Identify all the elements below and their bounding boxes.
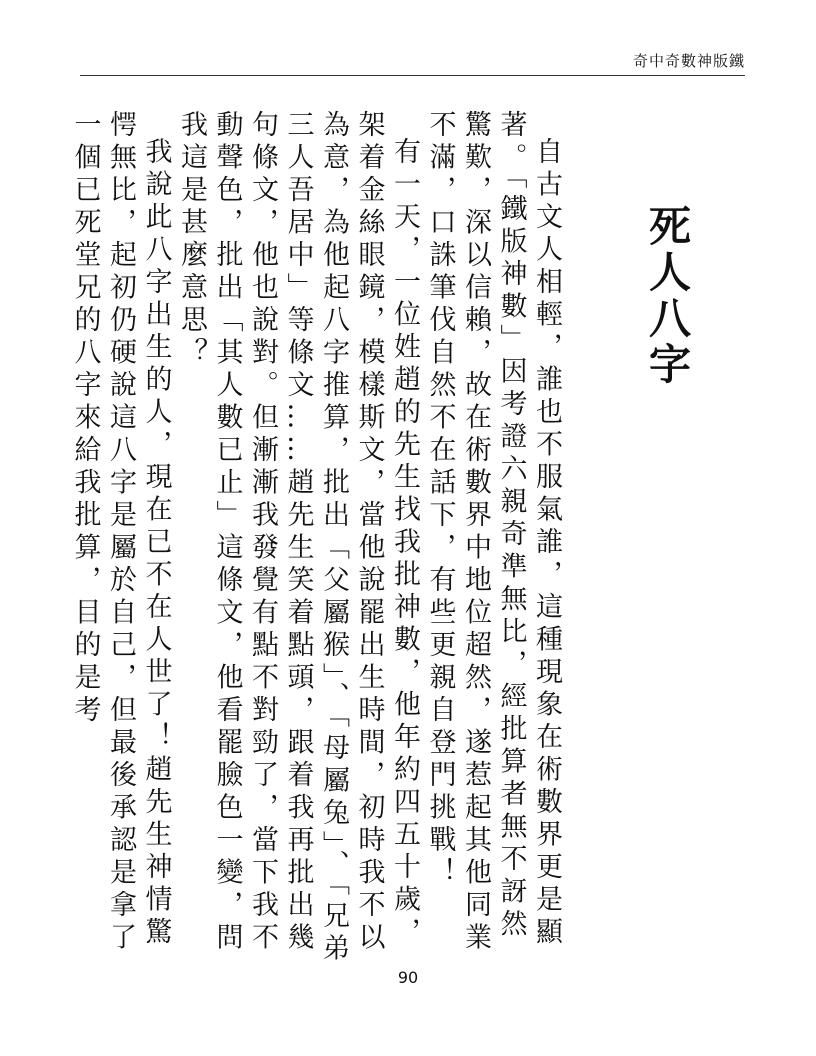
page-number: 90 bbox=[397, 968, 419, 987]
header-rule bbox=[80, 75, 745, 76]
running-header: 奇中奇數神版鐵 bbox=[632, 52, 745, 70]
paragraph-2: 有一天，一位姓趙的先生找我批神數，他年約四五十歲，架着金絲眼鏡，模樣斯文，當他說罷出生時間，初時我不以為意，為他起八字推算，批出「父屬猴」、「母屬兔」、「兄弟三人吾居中」等條文……趙先生笑着點頭，跟着我再批出幾句條文，他也說對。但漸漸我發覺有點不對勁了，當下我不動聲色，批出「其人數已止」這條文，他看罷臉色一變，問我這是甚麼意思？ bbox=[176, 110, 420, 966]
paragraph-1: 自古文人相輕，誰也不服氣誰，這種現象在術數界更是顯著。「鐵版神數」因考證六親奇準無比，經批算者無不訝然驚歎，深以信賴，故在術數界中地位超然，遂惹起其他同業不滿，口誅筆伐自然不在話下，有些更親自登門挑戰！ bbox=[424, 110, 562, 955]
chapter-title: 死人八字 bbox=[643, 204, 692, 388]
body-text bbox=[67, 110, 564, 970]
paragraph-3: 我說此八字出生的人，現在已不在人世了！趙先生神情驚愕無比，起初仍硬說這八字是屬於自己，但最後承認是拿了一個已死堂兄的八字來給我批算，目的是考 bbox=[69, 110, 172, 955]
